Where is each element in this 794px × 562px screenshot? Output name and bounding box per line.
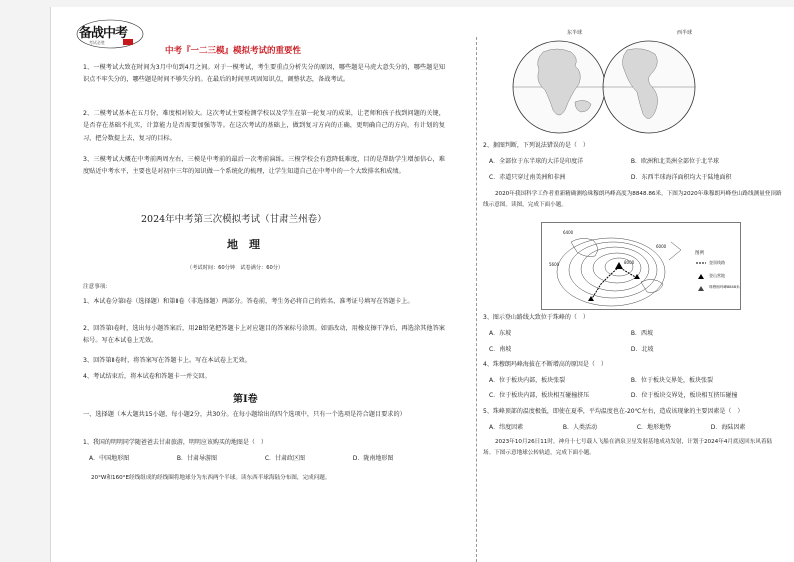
question-4-options-row1: [489, 376, 713, 386]
notice-heading: 注意事项：: [83, 284, 111, 290]
q2-option-b[interactable]: B．欧洲和北美洲全部位于北半球: [630, 158, 720, 165]
question-3: 3、图示登山路线大致位于珠峰的（ ）: [483, 314, 589, 321]
exam-sheet: [50, 7, 794, 562]
importance-paragraph-3: 3、三模考试大概在中考前两周左右，三模是中考前的最后一次考前演练。三模学校会有意降低难度，目的是帮助学生增加信心，难度贴近中考水平，主要也是对初中三年的知识做一个系统化的梳理，让学生知道自己在中考中的一个大致排名和成绩。: [83, 156, 445, 176]
contour-map-drawing: [541, 222, 741, 310]
question-3-options-row1: [489, 329, 653, 339]
part1-intro: 一、选择题（本大题共15小题，每小题2分，共30分。在每小题给出的四个选项中，只有一个选项是符合题目要求的）: [83, 411, 406, 418]
stem-everest: 2020年我国科学工作者重新精确测绘珠穆朗玛峰高度为8848.86米。下图为2020年珠穆朗玛峰登山路线测量登顶路线示意图。读图，完成下面小题。: [483, 191, 782, 208]
logo: [75, 17, 145, 51]
column-divider: [476, 37, 477, 562]
stem-shenzhou: 2023年10月26日11时，神舟十七号载人飞船在酒泉卫星发射基地成功发射，计划于2024年4月底返回东风着陆场。下图示意地球公转轨道，完成下面小题。: [483, 439, 773, 456]
logo-subtext: 考试必胜: [89, 40, 105, 45]
question-2: 2、据图判断，下列说法错误的是（ ）: [483, 142, 589, 149]
question-1: 1、我国的明明同学随爸爸去甘肃旅游，明明应该购买的地图是（ ）: [83, 439, 267, 446]
notice-item-3: 3、回答第Ⅱ卷时，将答案写在答题卡上。写在本试卷上无效。: [83, 357, 251, 364]
q4-option-a[interactable]: A．位于板块内部，板块张裂: [489, 377, 566, 384]
q5-option-d[interactable]: D．海陆因素: [710, 424, 746, 431]
importance-paragraph-1: 1、一模考试大致在时间为3月中旬到4月之间。对于一模考试，考生要重点分析失分的原因，哪些题是马虎大意失分的，哪些题是知识点不牢失分的，哪些题是时间不够失分的。在最后的时间里巩固知识点，调整状态，备战考试。: [83, 64, 445, 84]
q2-option-c[interactable]: C．赤道只穿过南美洲和非洲: [489, 174, 566, 181]
part1-heading: 第Ⅰ卷: [233, 394, 258, 405]
east-hemisphere-label: 东半球: [567, 30, 583, 36]
hemisphere-map: [505, 32, 705, 137]
exam-title: 2024年中考第三次模拟考试（甘肃兰州卷）: [141, 214, 327, 225]
q1-option-c[interactable]: C．甘肃政区图: [264, 455, 306, 462]
question-2-options-row1: [489, 157, 719, 167]
importance-paragraph-2: 2、二模考试基本在五月份，难度相对较大。这次考试主要检测学校以及学生在第一轮复习的成果，让老师和孩子找到问题的关键，是否存在基础不扎实，计算能力是否需要加强等等。在这次考试的基础上，做到复习方向的正确，更明确自己的方向，有计划的复习，把分数提上去，复习的目标。: [83, 110, 445, 142]
q4-option-d[interactable]: D．位于板块交界处，板块相互挤压碰撞: [630, 392, 738, 399]
logo-text: 备战中考: [79, 26, 128, 41]
q3-option-c[interactable]: C．南坡: [489, 346, 512, 353]
question-2-options-row2: [489, 173, 732, 183]
west-hemisphere-label: 西半球: [677, 30, 693, 36]
q5-option-a[interactable]: A．纬度因素: [489, 424, 524, 431]
contour-map: [541, 222, 741, 310]
contour-legend-item-2: 登山营地: [709, 273, 725, 278]
question-5: 5、珠峰顶部的温度极低，即使在夏季，平均温度也在-20℃左右，造成该现象的主要因素是（ ）: [483, 408, 744, 415]
q5-option-c[interactable]: C．地形地势: [636, 424, 672, 431]
q5-option-b[interactable]: B．人类活动: [562, 424, 598, 431]
exam-subject: 地 理: [227, 238, 260, 251]
question-1-options: [89, 454, 393, 464]
contour-legend-item-1: 登顶线路: [709, 260, 725, 265]
q4-option-b[interactable]: B．位于板块交界处，板块张裂: [630, 377, 714, 384]
q1-option-b[interactable]: B．甘肃导游图: [176, 455, 218, 462]
q4-option-c[interactable]: C．位于板块内部，板块相互碰撞挤压: [489, 392, 590, 399]
contour-label-2: 6000: [656, 244, 667, 249]
contour-label-1: 6400: [563, 230, 574, 235]
q3-option-b[interactable]: B．西坡: [630, 330, 654, 337]
notice-item-4: 4、考试结束后，将本试卷和答题卡一并交回。: [83, 373, 211, 380]
q2-option-a[interactable]: A．全部位于东半球的大洋是印度洋: [489, 158, 584, 165]
notice-item-2: 2、回答第Ⅰ卷时，选出每小题答案后，用2B铅笔把答题卡上对应题目的答案标号涂黑。如需改动，用橡皮擦干净后，再选涂其他答案标号。写在本试卷上无效。: [83, 325, 445, 345]
contour-label-4: 8000: [624, 260, 635, 265]
header-title: 中考『一二三模』模拟考试的重要性: [165, 46, 302, 56]
stem-20w: 20°W和160°E经线组成的经线圈将地球分为东西两个半球。读东西半球海陆分布图，完成问题。: [91, 475, 331, 481]
question-4: 4、珠穆朗玛峰海拔在不断增高的原因是（ ）: [483, 361, 607, 368]
question-4-options-row2: [489, 391, 738, 401]
notice-item-1: 1、本试卷分第Ⅰ卷（选择题）和第Ⅱ卷（非选择题）两部分。答卷前，考生务必将自己的姓名、准考证号填写在答题卡上。: [83, 298, 414, 305]
contour-legend-item-3: 珠穆朗玛峰8848米: [709, 285, 740, 289]
q1-option-a[interactable]: A．中国地形图: [89, 455, 130, 462]
q1-option-d[interactable]: D．陇南地形图: [352, 455, 394, 462]
contour-label-3: 5600: [549, 262, 560, 267]
q2-option-d[interactable]: D．东西半球海洋面积均大于陆地面积: [630, 174, 732, 181]
q3-option-d[interactable]: D．北坡: [630, 346, 654, 353]
hemisphere-map-drawing: [505, 32, 705, 137]
question-3-options-row2: [489, 345, 654, 355]
q3-option-a[interactable]: A．东坡: [489, 330, 512, 337]
exam-meta: （考试时间：60分钟 试卷满分：60分）: [187, 265, 284, 271]
contour-legend-title: 图例: [695, 251, 704, 256]
question-5-options: [489, 423, 745, 433]
